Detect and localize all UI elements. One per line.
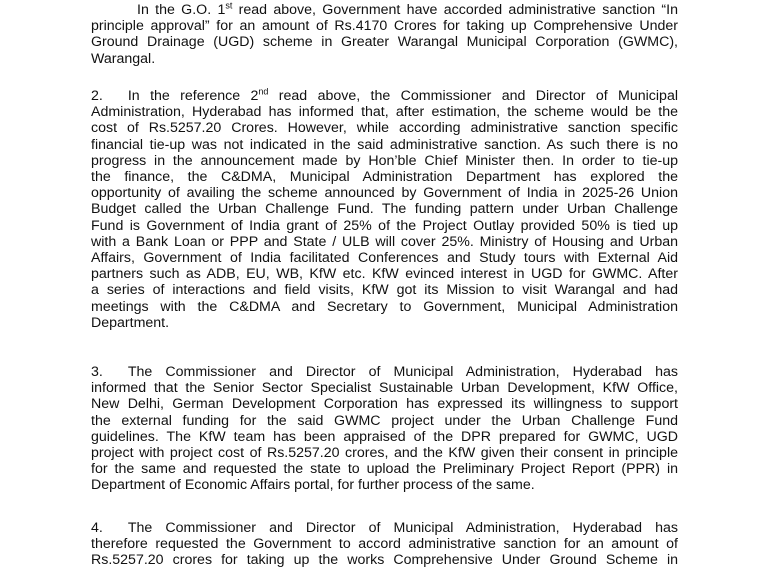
- paragraph-2-line-3: cost of Rs.5257.20 Crores. However, while according administrative sanction specific: [91, 120, 678, 137]
- paragraph-3-line-5: guidelines. The KfW team has been appraised of the DPR prepared for GWMC, UGD: [91, 428, 678, 445]
- paragraph-2-line-1: 2. In the reference 2nd read above, the Commissioner and Director of Municipal: [91, 86, 678, 104]
- paragraph-4-line-1: 4. The Commissioner and Director of Municipal Administration, Hyderabad has: [91, 520, 678, 536]
- paragraph-4-line-2: therefore requested the Government to accord administrative sanction for an amount of: [91, 536, 678, 553]
- paragraph-2-line-2: Administration, Hyderabad has informed that, after estimation, the scheme would be the: [91, 104, 678, 121]
- paragraph-3-line-6: project with project cost of Rs.5257.20 crores, and the KfW given their consent in principle: [91, 445, 678, 462]
- paragraph-3-line-2: informed that the Senior Sector Specialist Sustainable Urban Development, KfW Office,: [91, 380, 678, 397]
- paragraph-number: 4.: [91, 520, 103, 536]
- paragraph-2-line-12: partners such as ADB, EU, WB, KfW etc. KfW evinced interest in UGD for GWMC. After: [91, 266, 678, 283]
- paragraph-2: [91, 88, 678, 331]
- paragraph-1-line-2: principle approval” for an amount of Rs.4170 Crores for taking up Comprehensive Under: [91, 18, 678, 35]
- paragraph-3-line-7: for the same and requested the state to upload the Preliminary Project Report (PPR) in: [91, 461, 678, 478]
- paragraph-2-line-6: the finance, the C&DMA, Municipal Administration Department has explored the: [91, 169, 678, 186]
- paragraph-4-line-3: Rs.5257.20 crores for taking up the works Comprehensive Under Ground Scheme in: [91, 552, 678, 569]
- paragraph-1-line-1: In the G.O. 1st read above, Government have accorded administrative sanction “In: [137, 0, 678, 18]
- ordinal-superscript: st: [225, 0, 233, 11]
- paragraph-2-line-15: Department.: [91, 314, 170, 331]
- paragraph-2-line-10: with a Bank Loan or PPP and State / ULB will cover 25%. Ministry of Housing and Urban: [91, 233, 678, 250]
- paragraph-number: 2.: [91, 88, 103, 104]
- paragraph-2-line-14: meetings with the C&DMA and Secretary to Government, Municipal Administration: [91, 298, 678, 315]
- paragraph-2-line-5: progress in the announcement made by Hon’ble Chief Minister then. In order to tie-up: [91, 152, 678, 169]
- paragraph-1: [91, 2, 678, 67]
- paragraph-2-line-13: a series of interactions and field visits, KfW got its Mission to visit Warangal and had: [91, 282, 678, 299]
- ordinal-superscript: nd: [258, 86, 269, 97]
- paragraph-2-line-8: Budget called the Urban Challenge Fund. The funding pattern under Urban Challenge: [91, 201, 678, 218]
- paragraph-1-line-3: Ground Drainage (UGD) scheme in Greater Warangal Municipal Corporation (GWMC),: [91, 34, 678, 51]
- paragraph-2-line-4: financial tie-up was not indicated in the said administrative sanction. As such there is no: [91, 136, 678, 153]
- paragraph-number: 3.: [91, 364, 103, 380]
- paragraph-2-line-11: Affairs, Government of India facilitated Conferences and Study tours with External Aid: [91, 250, 678, 267]
- paragraph-3-line-4: the external funding for the said GWMC project under the Urban Challenge Fund: [91, 412, 678, 429]
- paragraph-3-line-1: 3. The Commissioner and Director of Municipal Administration, Hyderabad has: [91, 364, 678, 380]
- paragraph-3-line-3: New Delhi, German Development Corporation has expressed its willingness to support: [91, 396, 678, 413]
- paragraph-2-line-9: Fund is Government of India grant of 25% of the Project Outlay provided 50% is tied up: [91, 217, 678, 234]
- paragraph-3: [91, 364, 678, 494]
- paragraph-1-line-4: Warangal.: [91, 50, 156, 67]
- paragraph-3-line-8: Department of Economic Affairs portal, for further process of the same.: [91, 477, 535, 494]
- paragraph-4: [91, 520, 678, 569]
- paragraph-2-line-7: opportunity of availing the scheme announced by Government of India in 2025-26 Union: [91, 185, 678, 202]
